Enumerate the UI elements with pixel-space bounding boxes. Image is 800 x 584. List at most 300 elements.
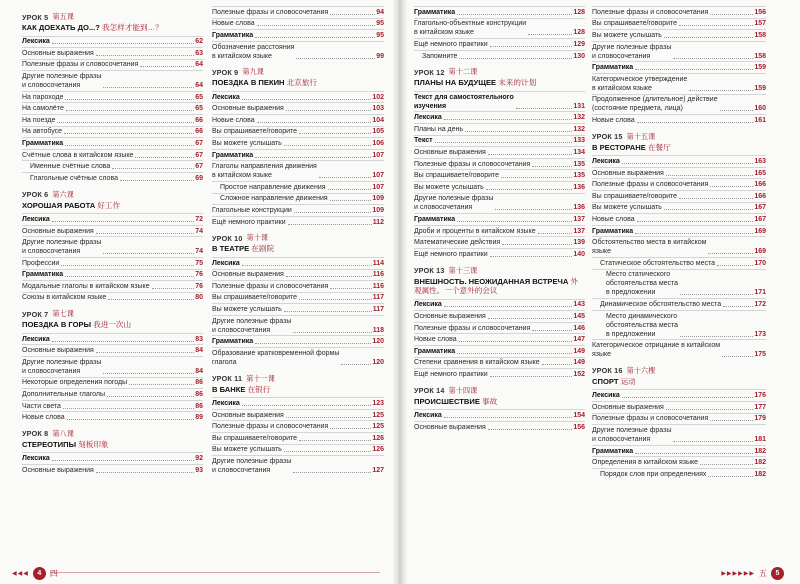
toc-entry-title: Ещё немного практики [414,40,488,48]
toc-entry[interactable] [592,298,766,310]
toc-entry[interactable] [22,236,203,257]
toc-entry[interactable] [592,424,766,445]
toc-entry[interactable] [414,111,585,123]
footer-rule [50,572,380,573]
lesson-number: УРОК 13 [414,266,445,276]
toc-entry[interactable] [212,102,384,114]
toc-entry[interactable] [22,452,203,464]
toc-entry-title: Грамматика [212,31,254,39]
toc-entry-page: 128 [573,8,585,16]
toc-entry-page: 146 [573,324,585,332]
toc-entry-title: Лексика [22,335,50,343]
dot-leader [490,46,573,47]
toc-entry[interactable] [212,315,384,336]
toc-entry-page: 136 [573,183,585,191]
dot-leader [294,212,372,213]
dot-leader [64,133,194,134]
toc-entry-title: Основные выражения [592,169,664,177]
page-number: 5 [771,567,784,580]
toc-entry-title: Вы можете услышать [592,204,662,212]
dot-leader [722,356,753,357]
toc-entry[interactable] [414,193,585,214]
toc-entry[interactable] [212,303,384,315]
toc-entry[interactable] [212,397,384,409]
dot-leader [664,209,753,210]
lesson-title [212,385,384,395]
page-number-cn: 五 [759,568,767,578]
lesson-title [22,201,203,211]
toc-entry-title: Основные выражения [414,423,486,431]
toc-entry[interactable] [22,47,203,59]
toc-entry[interactable] [22,388,203,400]
toc-entry[interactable] [414,123,585,135]
lesson-title-cn: 在剧院 [251,244,275,254]
toc-entry[interactable] [22,172,203,184]
toc-entry-title: Степени сравнения в китайском языке [414,359,540,367]
toc-entry-title: Другие полезные фразы и словосочетания [212,457,292,474]
toc-entry-page: 103 [372,105,384,113]
arrow-ornament-icon: ▶▶▶▶▶▶ [721,570,755,577]
toc-entry-title: Полезные фразы и словосочетания [212,423,329,431]
toc-entry-title: Ещё немного практики [414,370,488,378]
toc-entry-page: 182 [754,447,766,455]
toc-entry[interactable] [22,356,203,377]
toc-entry-page: 92 [195,455,203,463]
lesson-title-cn: 刻板印象 [78,439,109,449]
lesson-number: УРОК 5 [22,12,49,22]
dot-leader [490,256,573,257]
toc-entry[interactable] [212,432,384,444]
toc-entry[interactable] [592,190,766,202]
dot-leader [708,476,753,477]
lesson-number: УРОК 8 [22,429,49,439]
toc-entry-title: Грамматика [414,8,456,16]
toc-entry[interactable] [212,257,384,269]
toc-entry[interactable] [592,94,766,115]
toc-entry-page: 66 [195,116,203,124]
toc-entry[interactable] [22,91,203,103]
toc-entry-title: Грамматика [592,64,634,72]
toc-entry[interactable] [592,339,766,360]
toc-entry-page: 120 [372,358,384,366]
toc-entry[interactable] [22,213,203,225]
toc-entry[interactable] [592,445,766,457]
lesson-number: УРОК 6 [22,190,49,200]
dot-leader [330,14,375,15]
toc-entry[interactable] [22,280,203,292]
toc-entry-page: 94 [376,8,384,16]
toc-entry-title: Вы спрашиваете/говорите [592,192,678,200]
toc-entry-page: 172 [754,300,766,308]
lesson-title-ru: КАК ДОЕХАТЬ ДО...? [22,23,100,32]
dot-leader [319,177,372,178]
toc-entry[interactable] [414,357,585,369]
toc-entry[interactable] [22,70,203,91]
toc-entry[interactable] [414,310,585,322]
toc-entry[interactable] [414,333,585,345]
toc-entry-title: Основные выражения [592,403,664,411]
lesson-title [414,78,585,88]
toc-entry-title: Лексика [414,301,442,309]
toc-entry[interactable] [22,400,203,412]
toc-entry[interactable] [592,155,766,167]
toc-entry[interactable] [22,377,203,389]
toc-entry[interactable] [414,409,585,421]
toc-entry-title: Вы можете услышать [212,306,282,314]
toc-entry-page: 99 [376,52,384,60]
lesson-title-ru: ПЛАНЫ НА БУДУЩЕЕ [414,78,497,88]
toc-entry[interactable] [212,149,384,161]
toc-entry-title: Другие полезные фразы и словосочетания [592,427,672,444]
toc-entry-title: Дополнительные глаголы [22,390,105,398]
toc-entry-page: 126 [372,434,384,442]
toc-entry[interactable] [414,368,585,380]
toc-entry[interactable] [22,114,203,126]
toc-entry[interactable] [414,38,585,50]
toc-entry-title: Вы спрашиваете/говорите [212,294,298,302]
dot-leader [488,154,572,155]
toc-entry-title: Сложное направление движения [220,195,328,203]
toc-entry[interactable] [212,41,384,62]
toc-entry[interactable] [414,213,585,225]
toc-entry[interactable] [22,257,203,269]
toc-entry[interactable] [592,236,766,257]
toc-entry[interactable] [212,114,384,126]
toc-entry[interactable] [22,292,203,304]
dot-leader [140,66,194,67]
lesson-number-cn: 第九课 [242,67,264,77]
toc-entry-title: Простое направление движения [220,183,326,191]
toc-entry-title: Лексика [212,399,240,407]
toc-entry-page: 129 [573,40,585,48]
dot-leader [622,397,754,398]
toc-entry[interactable] [592,413,766,425]
toc-entry[interactable] [414,248,585,260]
toc-entry-page: 114 [372,259,384,267]
toc-entry-title: Полезные фразы и словосочетания [592,8,709,16]
toc-entry-title: Грамматика [592,447,634,455]
toc-entry-page: 157 [754,20,766,28]
dot-leader [710,186,753,187]
toc-entry[interactable] [414,181,585,193]
toc-entry[interactable] [592,401,766,413]
toc-entry[interactable] [592,61,766,73]
toc-entry[interactable] [22,225,203,237]
dot-leader [288,224,372,225]
dot-leader [459,341,573,342]
toc-entry-title: Вы можете услышать [212,140,282,148]
toc-entry-page: 181 [754,436,766,444]
toc-entry-title: Лексика [414,412,442,420]
toc-entry-title: Дроби и проценты в китайском языке [414,227,536,235]
toc-entry[interactable] [22,137,203,149]
toc-entry-title: Место статического обстоятельства места в предложении [606,271,679,297]
dot-leader [444,417,573,418]
toc-entry-page: 64 [195,82,203,90]
dot-leader [284,451,371,452]
toc-entry-page: 158 [754,52,766,60]
toc-entry-page: 109 [372,195,384,203]
toc-entry[interactable] [592,257,766,269]
toc-entry-title: Другие полезные фразы и словосочетания [414,195,494,212]
toc-entry-title: Вы спрашиваете/говорите [414,172,500,180]
lesson-number-cn: 第五课 [52,12,74,21]
toc-entry-page: 176 [754,392,766,400]
toc-entry-title: Союзы в китайском языке [22,294,107,302]
dot-leader [723,306,753,307]
toc-entry[interactable] [592,202,766,214]
toc-entry-title: Полезные фразы и словосочетания [414,324,531,332]
dot-leader [52,341,194,342]
dot-leader [488,318,572,319]
toc-entry-page: 112 [372,218,384,226]
toc-entry[interactable] [414,91,585,112]
toc-entry-page: 83 [195,335,203,343]
toc-entry[interactable] [212,455,384,476]
toc-entry[interactable] [592,167,766,179]
toc-entry-page: 80 [195,294,203,302]
lesson-title [22,23,203,33]
dot-leader [635,233,753,234]
toc-entry[interactable] [212,181,384,193]
lesson-header [22,309,203,319]
toc-entry[interactable] [592,269,766,299]
lesson-number-cn: 第七课 [52,309,74,319]
toc-entry-title: Категорическое отрицание в китайском языке [592,342,721,359]
lesson-number-cn: 第十六棵 [626,365,656,375]
toc-entry[interactable] [212,29,384,41]
toc-entry-title: Вы можете услышать [592,31,662,39]
toc-entry-page: 86 [195,402,203,410]
toc-entry-page: 84 [195,367,203,375]
toc-entry[interactable] [212,6,384,18]
toc-entry-page: 130 [573,52,585,60]
toc-entry[interactable] [22,269,203,281]
dot-leader [532,166,572,167]
toc-entry-page: 145 [573,312,585,320]
toc-entry-page: 171 [754,289,766,297]
lesson-number-cn: 第十课 [246,233,269,243]
toc-entry[interactable] [22,149,203,161]
toc-entry-page: 76 [195,271,203,279]
dot-leader [689,90,753,91]
toc-entry-title: Математические действия [414,239,501,247]
toc-entry-page: 170 [754,259,766,267]
toc-entry-page: 125 [372,411,384,419]
lesson-header [22,12,203,22]
toc-entry[interactable] [22,344,203,356]
page-number: 4 [33,567,46,580]
lesson-number-cn: 第十一课 [246,373,275,383]
toc-entry-title: Основные выражения [212,411,284,419]
toc-entry-page: 107 [372,183,384,191]
toc-entry-page: 67 [195,151,203,159]
toc-entry-title: Части света [22,402,61,410]
dot-leader [457,221,572,222]
toc-entry[interactable] [414,158,585,170]
toc-entry-page: 135 [573,160,585,168]
toc-entry-page: 76 [195,282,203,290]
toc-entry[interactable] [414,6,585,18]
toc-entry[interactable] [414,345,585,357]
toc-entry-page: 118 [372,326,384,334]
toc-entry-title: Новые слова [22,414,65,422]
toc-entry-title: Грамматика [414,216,456,224]
dot-leader [330,288,371,289]
toc-entry-title: Полезные фразы и словосочетания [414,160,531,168]
toc-entry[interactable] [212,409,384,421]
toc-entry[interactable] [414,322,585,334]
lesson-title-ru: ВНЕШНОСТЬ. НЕОЖИДАННАЯ ВСТРЕЧА [414,276,569,286]
dot-leader [103,373,194,374]
dot-leader [242,405,372,406]
toc-entry-title: Определения в китайском языке [592,459,699,467]
toc-entry-page: 136 [573,204,585,212]
toc-entry[interactable] [414,18,585,39]
toc-entry-title: Глагольные конструкции [212,207,292,215]
toc-entry[interactable] [592,225,766,237]
toc-entry-page: 166 [754,192,766,200]
toc-entry[interactable] [592,73,766,94]
toc-entry[interactable] [212,280,384,292]
dot-leader [501,177,572,178]
lesson-number-cn: 第十四课 [448,385,478,395]
toc-entry[interactable] [22,59,203,71]
toc-entry[interactable] [212,269,384,281]
toc-entry[interactable] [212,335,384,347]
toc-entry[interactable] [592,213,766,225]
toc-entry-title: Планы на день [414,125,464,133]
dot-leader [299,133,371,134]
toc-entry[interactable] [212,193,384,205]
toc-entry-page: 160 [754,105,766,113]
toc-entry-page: 65 [195,93,203,101]
toc-entry-page: 107 [372,151,384,159]
toc-entry-page: 154 [573,412,585,420]
toc-entry-title: Глагольные счётные слова [30,174,118,182]
lesson-title-cn: 未来的计划 [498,78,537,88]
lesson-number-cn: 第六课 [52,189,74,199]
toc-entry-page: 62 [195,38,203,46]
toc-entry[interactable] [592,114,766,126]
toc-entry[interactable] [414,225,585,237]
toc-entry[interactable] [212,347,384,368]
toc-entry-page: 117 [372,306,384,314]
toc-entry[interactable] [212,292,384,304]
toc-entry-title: Грамматика [212,338,254,346]
toc-entry[interactable] [22,126,203,138]
dot-leader [293,332,371,333]
toc-entry[interactable] [212,160,384,181]
toc-entry[interactable] [22,333,203,345]
toc-entry[interactable] [592,18,766,30]
dot-leader [52,43,194,44]
toc-entry[interactable] [592,389,766,401]
toc-entry[interactable] [212,204,384,216]
toc-entry[interactable] [212,444,384,456]
dot-leader [435,142,573,143]
dot-leader [720,110,754,111]
toc-entry[interactable] [212,91,384,103]
toc-entry[interactable] [414,146,585,158]
toc-entry[interactable] [414,299,585,311]
toc-entry-title: Другие полезные фразы и словосочетания [592,43,672,60]
lesson-header [592,366,766,376]
dot-leader [120,180,194,181]
toc-entry[interactable] [592,310,766,340]
toc-entry[interactable] [212,216,384,228]
toc-entry-title: Запомните [422,52,458,60]
toc-entry-page: 93 [195,466,203,474]
toc-entry[interactable] [22,160,203,172]
dot-leader [96,55,194,56]
lesson-number: УРОК 14 [414,386,445,396]
dot-leader [680,294,753,295]
lesson-header [22,429,203,439]
toc-entry-title: Вы спрашиваете/говорите [592,20,678,28]
toc-entry-title: Порядок слов при определениях [600,470,707,478]
toc-entry[interactable] [592,29,766,41]
toc-entry[interactable] [212,420,384,432]
lesson-number-cn: 第十五课 [626,131,656,141]
toc-entry-title: Грамматика [592,227,634,235]
toc-entry-title: Лексика [212,259,240,267]
toc-entry[interactable] [22,36,203,48]
toc-entry[interactable] [414,421,585,433]
toc-entry-title: На пароходе [22,93,64,101]
toc-entry[interactable] [22,411,203,423]
toc-entry-page: 182 [754,470,766,478]
toc-entry-title: Ещё немного практики [212,218,286,226]
toc-entry[interactable] [212,137,384,149]
toc-entry[interactable] [212,126,384,138]
toc-entry[interactable] [592,6,766,18]
toc-entry[interactable] [592,468,766,480]
toc-entry-page: 102 [372,93,384,101]
toc-entry-title: На автобусе [22,128,63,136]
toc-entry-page: 132 [573,114,585,122]
toc-entry-title: Основные выражения [22,466,94,474]
toc-entry[interactable] [414,236,585,248]
toc-entry-page: 165 [754,169,766,177]
toc-entry[interactable] [22,102,203,114]
toc-entry-page: 156 [754,8,766,16]
toc-entry[interactable] [414,135,585,147]
toc-entry-title: Образование кратковременной формы глагола [212,349,340,366]
lesson-number-cn: 第十二课 [448,67,478,77]
dot-leader [257,25,376,26]
dot-leader [286,110,371,111]
toc-entry-title: Новые слова [212,116,255,124]
lesson-header [592,132,766,142]
toc-entry[interactable] [22,464,203,476]
dot-leader [242,265,372,266]
toc-entry[interactable] [212,18,384,30]
page-number-cn: 四 [49,568,58,578]
toc-entry[interactable] [592,41,766,62]
toc-entry-title: Основные выражения [414,312,486,320]
toc-entry-title: Лексика [212,93,240,101]
toc-entry[interactable] [592,456,766,468]
toc-entry[interactable] [414,50,585,62]
toc-entry[interactable] [414,169,585,181]
toc-entry-page: 135 [573,172,585,180]
toc-entry-page: 64 [195,61,203,69]
toc-entry-title: Новые слова [212,20,255,28]
dot-leader [542,364,573,365]
dot-leader [666,175,753,176]
toc-entry[interactable] [592,178,766,190]
